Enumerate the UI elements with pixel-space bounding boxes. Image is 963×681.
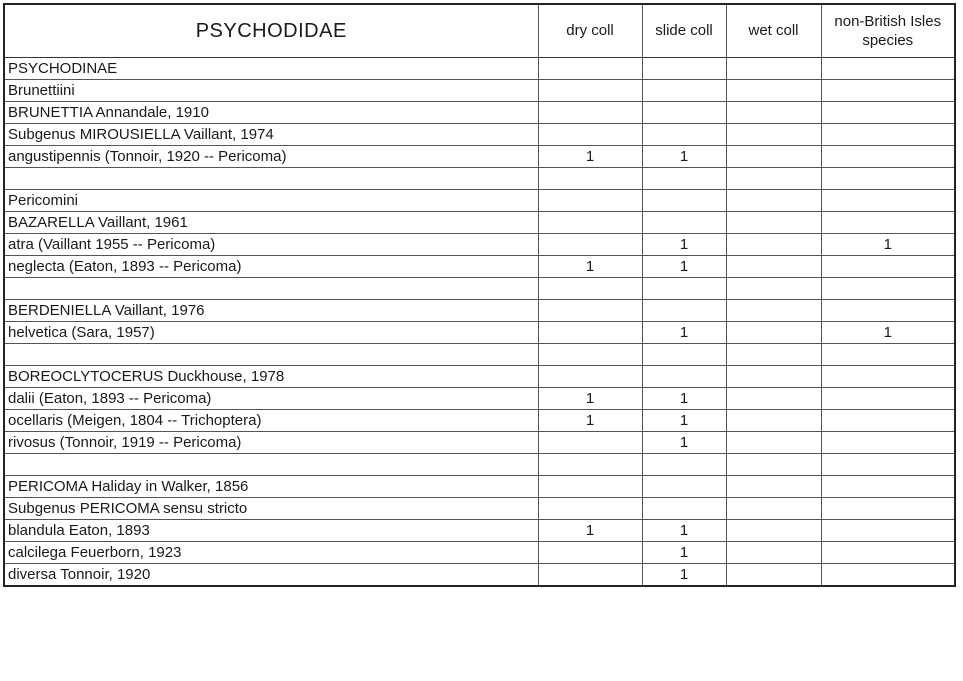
slide-coll-cell xyxy=(642,58,726,80)
taxon-name-cell: angustipennis (Tonnoir, 1920 -- Pericoma) xyxy=(4,146,538,168)
table-row xyxy=(4,190,955,212)
taxon-name-cell: BERDENIELLA Vaillant, 1976 xyxy=(4,300,538,322)
wet-coll-cell xyxy=(726,256,821,278)
table-row xyxy=(4,366,955,388)
non-british-cell xyxy=(821,520,955,542)
slide-coll-cell xyxy=(642,212,726,234)
dry-coll-cell xyxy=(538,212,642,234)
family-header: PSYCHODIDAE xyxy=(4,4,538,58)
non-british-cell xyxy=(821,300,955,322)
table-row xyxy=(4,432,955,454)
slide-coll-cell: 1 xyxy=(642,564,726,587)
slide-coll-cell xyxy=(642,190,726,212)
slide-coll-cell xyxy=(642,454,726,476)
taxon-name-cell: BAZARELLA Vaillant, 1961 xyxy=(4,212,538,234)
table-row xyxy=(4,564,955,587)
dry-coll-cell xyxy=(538,432,642,454)
table-row xyxy=(4,498,955,520)
table-row xyxy=(4,300,955,322)
table-row xyxy=(4,454,955,476)
wet-coll-cell xyxy=(726,146,821,168)
non-british-cell xyxy=(821,212,955,234)
wet-coll-cell xyxy=(726,278,821,300)
wet-coll-cell xyxy=(726,454,821,476)
dry-coll-cell xyxy=(538,58,642,80)
slide-coll-cell xyxy=(642,300,726,322)
dry-coll-cell xyxy=(538,344,642,366)
wet-coll-cell xyxy=(726,234,821,256)
non-british-cell xyxy=(821,498,955,520)
taxon-name-cell: BRUNETTIA Annandale, 1910 xyxy=(4,102,538,124)
dry-coll-cell xyxy=(538,124,642,146)
non-british-cell xyxy=(821,344,955,366)
slide-coll-cell: 1 xyxy=(642,256,726,278)
table-row xyxy=(4,410,955,432)
non-british-cell xyxy=(821,124,955,146)
table-header xyxy=(4,4,955,58)
wet-coll-cell xyxy=(726,498,821,520)
collection-table xyxy=(3,3,956,587)
table-row xyxy=(4,58,955,80)
taxon-name-cell: PERICOMA Haliday in Walker, 1856 xyxy=(4,476,538,498)
slide-coll-cell xyxy=(642,278,726,300)
taxon-name-cell xyxy=(4,454,538,476)
taxon-name-cell: rivosus (Tonnoir, 1919 -- Pericoma) xyxy=(4,432,538,454)
slide-coll-cell: 1 xyxy=(642,146,726,168)
non-british-cell xyxy=(821,146,955,168)
taxon-name-cell: Brunettiini xyxy=(4,80,538,102)
wet-coll-cell xyxy=(726,300,821,322)
slide-coll-cell xyxy=(642,168,726,190)
taxon-name-cell: calcilega Feuerborn, 1923 xyxy=(4,542,538,564)
dry-coll-cell xyxy=(538,168,642,190)
non-british-cell xyxy=(821,564,955,587)
taxon-name-cell: dalii (Eaton, 1893 -- Pericoma) xyxy=(4,388,538,410)
taxon-name-cell: Subgenus PERICOMA sensu stricto xyxy=(4,498,538,520)
taxon-name-cell xyxy=(4,168,538,190)
wet-coll-cell xyxy=(726,410,821,432)
slide-coll-cell xyxy=(642,498,726,520)
dry-coll-cell xyxy=(538,322,642,344)
non-british-cell xyxy=(821,58,955,80)
non-british-cell xyxy=(821,190,955,212)
wet-coll-cell xyxy=(726,520,821,542)
non-british-cell xyxy=(821,454,955,476)
wet-coll-cell xyxy=(726,542,821,564)
wet-coll-cell xyxy=(726,476,821,498)
wet-coll-cell xyxy=(726,388,821,410)
wet-coll-header: wet coll xyxy=(726,4,821,58)
taxon-name-cell: PSYCHODINAE xyxy=(4,58,538,80)
non-british-header: non-British Isles species xyxy=(821,4,955,58)
table-row xyxy=(4,520,955,542)
dry-coll-cell: 1 xyxy=(538,520,642,542)
wet-coll-cell xyxy=(726,344,821,366)
table-row xyxy=(4,124,955,146)
table-row xyxy=(4,344,955,366)
wet-coll-cell xyxy=(726,190,821,212)
non-british-cell xyxy=(821,80,955,102)
non-british-cell: 1 xyxy=(821,234,955,256)
non-british-cell xyxy=(821,410,955,432)
taxon-name-cell: helvetica (Sara, 1957) xyxy=(4,322,538,344)
table-row xyxy=(4,234,955,256)
slide-coll-cell xyxy=(642,344,726,366)
non-british-cell xyxy=(821,256,955,278)
non-british-cell xyxy=(821,388,955,410)
non-british-cell xyxy=(821,366,955,388)
dry-coll-cell xyxy=(538,80,642,102)
wet-coll-cell xyxy=(726,168,821,190)
taxon-name-cell: Subgenus MIROUSIELLA Vaillant, 1974 xyxy=(4,124,538,146)
taxon-name-cell: atra (Vaillant 1955 -- Pericoma) xyxy=(4,234,538,256)
wet-coll-cell xyxy=(726,212,821,234)
table-body xyxy=(4,58,955,587)
slide-coll-cell xyxy=(642,124,726,146)
slide-coll-header: slide coll xyxy=(642,4,726,58)
non-british-cell xyxy=(821,542,955,564)
wet-coll-cell xyxy=(726,432,821,454)
slide-coll-cell: 1 xyxy=(642,234,726,256)
dry-coll-cell xyxy=(538,234,642,256)
table-row xyxy=(4,278,955,300)
table-row xyxy=(4,168,955,190)
wet-coll-cell xyxy=(726,564,821,587)
taxon-name-cell xyxy=(4,344,538,366)
wet-coll-cell xyxy=(726,322,821,344)
dry-coll-cell xyxy=(538,300,642,322)
table-row xyxy=(4,322,955,344)
slide-coll-cell xyxy=(642,80,726,102)
dry-coll-cell xyxy=(538,190,642,212)
non-british-cell xyxy=(821,168,955,190)
wet-coll-cell xyxy=(726,102,821,124)
dry-coll-header: dry coll xyxy=(538,4,642,58)
non-british-cell xyxy=(821,102,955,124)
slide-coll-cell xyxy=(642,366,726,388)
dry-coll-cell xyxy=(538,498,642,520)
table-row xyxy=(4,256,955,278)
slide-coll-cell: 1 xyxy=(642,432,726,454)
table-row xyxy=(4,476,955,498)
table-row xyxy=(4,212,955,234)
taxon-name-cell: BOREOCLYTOCERUS Duckhouse, 1978 xyxy=(4,366,538,388)
slide-coll-cell: 1 xyxy=(642,542,726,564)
slide-coll-cell: 1 xyxy=(642,322,726,344)
slide-coll-cell: 1 xyxy=(642,388,726,410)
table-row xyxy=(4,102,955,124)
non-british-cell xyxy=(821,476,955,498)
dry-coll-cell: 1 xyxy=(538,388,642,410)
table-row xyxy=(4,146,955,168)
dry-coll-cell: 1 xyxy=(538,410,642,432)
dry-coll-cell: 1 xyxy=(538,256,642,278)
dry-coll-cell xyxy=(538,454,642,476)
slide-coll-cell xyxy=(642,476,726,498)
taxon-name-cell: neglecta (Eaton, 1893 -- Pericoma) xyxy=(4,256,538,278)
dry-coll-cell xyxy=(538,102,642,124)
dry-coll-cell: 1 xyxy=(538,146,642,168)
wet-coll-cell xyxy=(726,58,821,80)
table-row xyxy=(4,80,955,102)
taxon-name-cell: Pericomini xyxy=(4,190,538,212)
dry-coll-cell xyxy=(538,366,642,388)
wet-coll-cell xyxy=(726,366,821,388)
slide-coll-cell xyxy=(642,102,726,124)
non-british-cell xyxy=(821,432,955,454)
slide-coll-cell: 1 xyxy=(642,520,726,542)
slide-coll-cell: 1 xyxy=(642,410,726,432)
non-british-cell xyxy=(821,278,955,300)
taxon-name-cell xyxy=(4,278,538,300)
header-row xyxy=(4,4,955,58)
taxon-name-cell: ocellaris (Meigen, 1804 -- Trichoptera) xyxy=(4,410,538,432)
wet-coll-cell xyxy=(726,80,821,102)
dry-coll-cell xyxy=(538,542,642,564)
wet-coll-cell xyxy=(726,124,821,146)
dry-coll-cell xyxy=(538,564,642,587)
non-british-cell: 1 xyxy=(821,322,955,344)
table-row xyxy=(4,542,955,564)
table-row xyxy=(4,388,955,410)
dry-coll-cell xyxy=(538,278,642,300)
dry-coll-cell xyxy=(538,476,642,498)
taxon-name-cell: blandula Eaton, 1893 xyxy=(4,520,538,542)
taxon-name-cell: diversa Tonnoir, 1920 xyxy=(4,564,538,587)
